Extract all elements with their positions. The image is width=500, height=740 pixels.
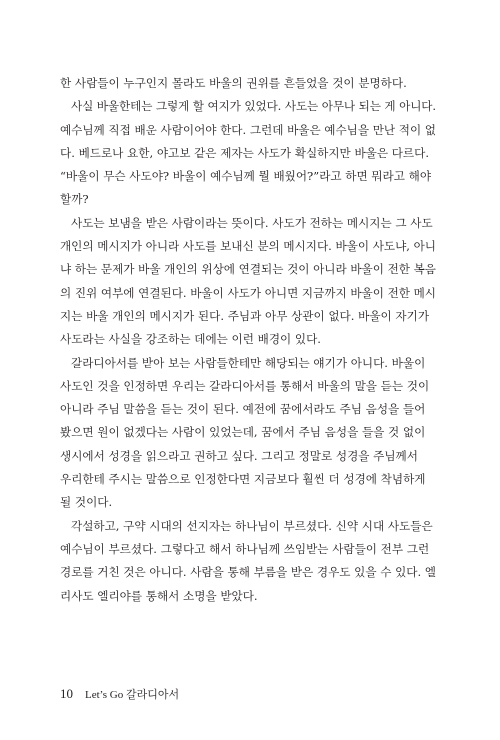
text-line: 될 것이다. (60, 495, 113, 510)
paragraph-first-line: 사실 바울한테는 그렇게 할 여지가 있었다. 사도는 아무나 되는 게 아니다. (71, 99, 436, 114)
text-line: 냐 하는 문제가 바울 개인의 위상에 연결되는 것이 아니라 바울이 전한 복음 (60, 262, 436, 277)
text-line: 리사도 엘리야를 통해서 소명을 받았다. (60, 588, 258, 603)
text-line: 사도인 것을 인정하면 우리는 갈라디아서를 통해서 바울의 말을 듣는 것이 (60, 378, 430, 393)
text-line: 개인의 메시지가 아니라 사도를 보내신 분의 메시지다. 바울이 사도냐, 아니 (60, 239, 436, 254)
paragraph-first-line: 사도는 보냄을 받은 사람이라는 뜻이다. 사도가 전하는 메시지는 그 사도 (71, 215, 433, 230)
text-line: 예수님이 부르셨다. 그렇다고 해서 하나님께 쓰임받는 사람들이 전부 그런 (60, 541, 430, 556)
text-line: 우리한테 주시는 말씀으로 인정한다면 지금보다 훨씬 더 성경에 착념하게 (60, 472, 426, 487)
text-line: 아니라 주님 말씀을 듣는 것이 된다. 예전에 꿈에서라도 주님 음성을 들어 (60, 402, 426, 417)
running-title: Let’s Go 갈라디아서 (85, 689, 180, 701)
text-line: 봤으면 원이 없겠다는 사람이 있었는데, 꿈에서 주님 음성을 들을 것 없이 (60, 425, 426, 440)
text-line: 경로를 거친 것은 아니다. 사람을 통해 부름을 받은 경우도 있을 수 있다. 엘 (60, 565, 436, 580)
page-number: 10 (60, 686, 73, 701)
text-line: 한 사람들이 누구인지 몰라도 바울의 권위를 흔들었을 것이 분명하다. (60, 76, 407, 90)
text-line: 의 진위 여부에 연결된다. 바울이 사도가 아니면 지금까지 바울이 전한 메시 (60, 285, 436, 300)
text-line: 예수님께 직접 배운 사람이어야 한다. 그런데 바울은 예수님을 만난 적이 없 (60, 122, 436, 137)
paragraph-first-line: 갈라디아서를 받아 보는 사람들한테만 해당되는 얘기가 아니다. 바울이 (71, 355, 426, 370)
text-line: 생시에서 성경을 읽으라고 권하고 싶다. 그리고 정말로 성경을 주님께서 (60, 448, 418, 463)
text-line: 지는 바울 개인의 메시지가 된다. 주님과 아무 상관이 없다. 바울이 자기가 (60, 308, 430, 323)
text-line: 할까? (60, 192, 89, 207)
page-footer (60, 684, 179, 704)
paragraph-first-line: 각설하고, 구약 시대의 선지자는 하나님이 부르셨다. 신약 시대 사도들은 (71, 518, 433, 533)
text-line: 다. 베드로나 요한, 야고보 같은 제자는 사도가 확실하지만 바울은 다르다. (60, 145, 430, 160)
body-text (60, 72, 436, 608)
text-line: “바울이 무슨 사도야? 바울이 예수님께 뭘 배웠어?”라고 하면 뭐라고 해야 (60, 169, 432, 184)
text-line: 사도라는 사실을 강조하는 데에는 이런 배경이 있다. (60, 332, 321, 347)
